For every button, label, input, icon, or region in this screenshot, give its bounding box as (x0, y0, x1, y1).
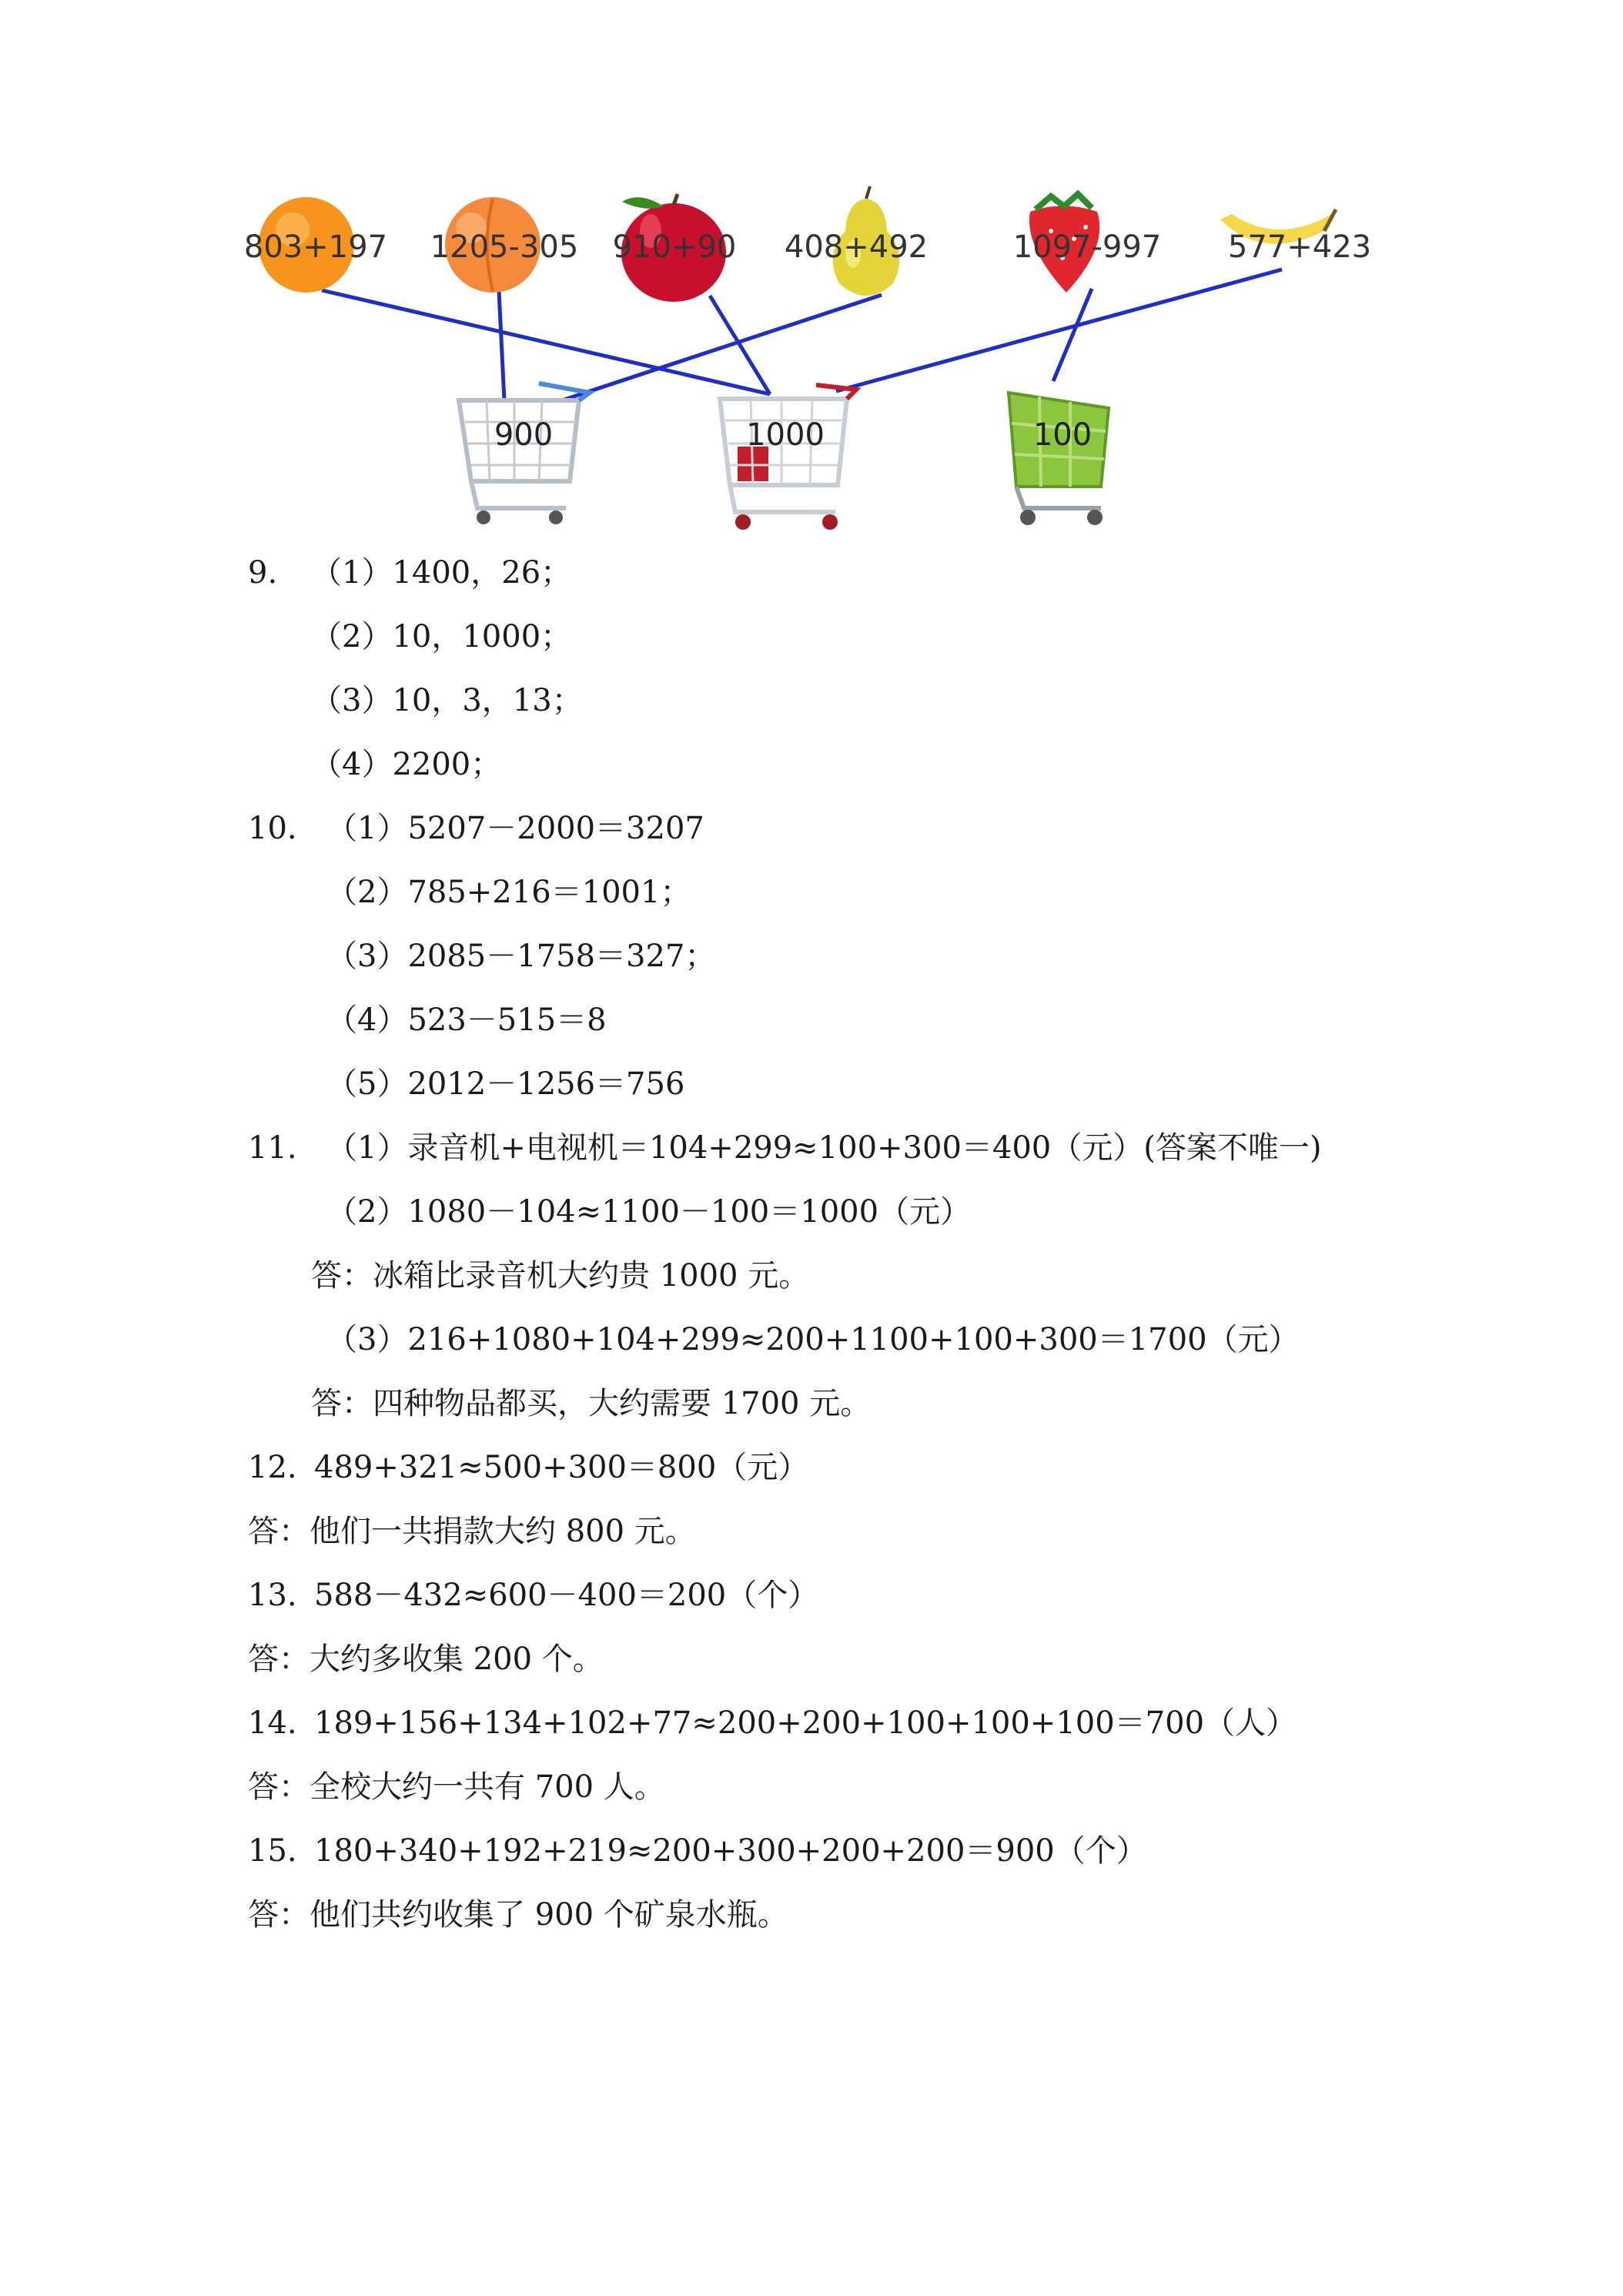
matching-diagram (0, 0, 1623, 554)
connection-line (836, 269, 1282, 391)
shopping-cart-icon (459, 383, 590, 524)
fruit-banana (1220, 209, 1371, 265)
fruit-peach (430, 197, 579, 293)
fruit-orange (244, 197, 387, 293)
connection-line (322, 290, 770, 394)
question-number: 14. (248, 1705, 297, 1741)
shopping-cart-icon (720, 385, 856, 530)
cart-label-900: 900 (494, 417, 554, 453)
answer-line: 答：四种物品都买，大约需要 1700 元。 (311, 1386, 872, 1421)
answer-line: （1）录音机+电视机＝104+299≈100+300＝400（元）(答案不唯一) (326, 1130, 1322, 1166)
question-number: 13. (248, 1578, 297, 1613)
answer-line: （3）2085－1758＝327； (326, 939, 716, 974)
question-number: 12. (248, 1450, 297, 1485)
answer-line: 489+321≈500+300＝800（元） (314, 1450, 809, 1485)
answer-line: （3）10，3，13； (311, 683, 583, 718)
answer-line: 答：冰箱比录音机大约贵 1000 元。 (311, 1258, 810, 1294)
answer-line: 答：他们一共捐款大约 800 元。 (248, 1514, 696, 1549)
fruit-pear (785, 186, 928, 296)
question-number: 15. (248, 1833, 297, 1869)
cart-label-1000: 1000 (746, 417, 825, 453)
answer-line: 180+340+192+219≈200+300+200+200＝900（个） (314, 1833, 1147, 1869)
cart-label-100: 100 (1032, 417, 1093, 453)
answer-line: 189+156+134+102+77≈200+200+100+100+100＝700（人） (314, 1705, 1297, 1741)
connection-line (710, 296, 770, 394)
answer-line: （2）10，1000； (311, 619, 572, 654)
answer-line: （4）2200； (311, 747, 502, 782)
answer-line: 答：大约多收集 200 个。 (248, 1642, 604, 1677)
cart-100 (1009, 393, 1109, 525)
answer-line: （5）2012－1256＝756 (326, 1066, 685, 1102)
fruit-label-orange: 803+197 (243, 229, 388, 265)
answer-line: （1）1400，26； (311, 555, 572, 591)
fruit-label-pear: 408+492 (784, 229, 929, 265)
answer-line: （4）523－515＝8 (326, 1002, 607, 1038)
fruit-strawberry (1013, 194, 1162, 293)
connection-line (1053, 289, 1092, 381)
question-number: 9. (248, 555, 278, 591)
answer-line: 答：他们共约收集了 900 个矿泉水瓶。 (248, 1897, 788, 1933)
fruit-label-peach: 1205-305 (430, 229, 579, 265)
answer-line: （2）785+216＝1001； (326, 875, 691, 910)
fruit-label-banana: 577+423 (1227, 229, 1372, 265)
cart-900 (459, 383, 590, 524)
connection-lines (322, 269, 1282, 400)
question-number: 10. (248, 811, 297, 846)
answer-line: （1）5207－2000＝3207 (326, 811, 704, 846)
answer-line: （2）1080－104≈1100－100＝1000（元） (326, 1194, 972, 1230)
fruit-apple (613, 194, 737, 302)
answer-line: 588－432≈600－400＝200（个） (314, 1578, 819, 1613)
answer-line: 答：全校大约一共有 700 人。 (248, 1769, 665, 1805)
connection-line (499, 291, 504, 400)
cart-1000 (720, 385, 856, 530)
shopping-cart-icon (1009, 393, 1109, 525)
question-number: 11. (248, 1130, 297, 1166)
fruit-label-apple: 910+90 (612, 229, 737, 265)
answer-line: （3）216+1080+104+299≈200+1100+100+300＝1700（元） (326, 1322, 1300, 1357)
fruit-label-strawberry: 1097-997 (1012, 229, 1162, 265)
